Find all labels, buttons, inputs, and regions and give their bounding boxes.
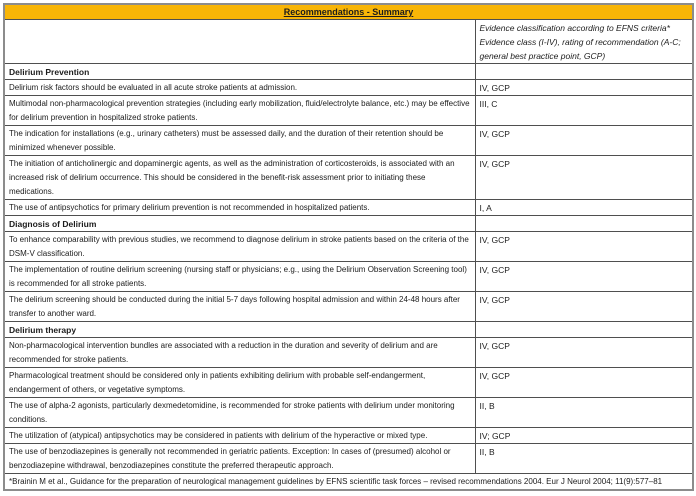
recommendation-row bbox=[4, 262, 693, 292]
footnote: *Brainin M et al., Guidance for the preparation of neurological management guidelines by EFNS scientific task forces – revised recommendations 2004. Eur J Neurol 2004; 11(9):577–81 bbox=[4, 474, 693, 491]
recommendation-text: Pharmacological treatment should be considered only in patients exhibiting delirium with probable self-endangerment, endangerment of others, or vegetative symptoms. bbox=[4, 368, 475, 398]
recommendation-text: The use of alpha-2 agonists, particularly dexmedetomidine, is recommended for stroke patients with delirium under monitoring conditions. bbox=[4, 398, 475, 428]
evidence-rating: IV, GCP bbox=[475, 126, 693, 156]
recommendation-text: Multimodal non-pharmacological prevention strategies (including early mobilization, fluid/electrolyte balance, etc.) may be effective for delirium prevention in hospitalized stroke patients. bbox=[4, 96, 475, 126]
recommendation-text: The utilization of (atypical) antipsychotics may be considered in patients with delirium of the hyperactive or mixed type. bbox=[4, 428, 475, 444]
table-head-rows bbox=[4, 4, 693, 64]
recommendation-row bbox=[4, 232, 693, 262]
recommendation-row bbox=[4, 292, 693, 322]
evidence-header-empty-cell bbox=[4, 20, 475, 64]
recommendation-row bbox=[4, 80, 693, 96]
recommendation-text: The implementation of routine delirium screening (nursing staff or physicians; e.g., using the Delirium Observation Screening tool) is recommended for all stroke patients. bbox=[4, 262, 475, 292]
evidence-rating: IV, GCP bbox=[475, 292, 693, 322]
evidence-rating: I, A bbox=[475, 200, 693, 216]
recommendation-row bbox=[4, 200, 693, 216]
recommendation-row bbox=[4, 96, 693, 126]
section-evidence-empty-cell bbox=[475, 322, 693, 338]
evidence-rating: II, B bbox=[475, 444, 693, 474]
section-heading-row bbox=[4, 64, 693, 80]
recommendation-text: The delirium screening should be conducted during the initial 5-7 days following hospital admission and within 24-48 hours after transfer to another ward. bbox=[4, 292, 475, 322]
table-foot-rows bbox=[4, 474, 693, 491]
evidence-header-line-1: Evidence classification according to EFNS criteria* bbox=[479, 23, 670, 33]
recommendation-text: The indication for installations (e.g., urinary catheters) must be assessed daily, and the duration of their retention should be minimized whenever possible. bbox=[4, 126, 475, 156]
recommendation-text: The initiation of anticholinergic and dopaminergic agents, as well as the administration of corticosteroids, is associated with an increased risk of delirium occurrence. This should be considered in the benefit-risk assessment prior to initiating these medications. bbox=[4, 156, 475, 200]
recommendation-text: To enhance comparability with previous studies, we recommend to diagnose delirium in stroke patients based on the criteria of the DSM-V classification. bbox=[4, 232, 475, 262]
section-evidence-empty-cell bbox=[475, 64, 693, 80]
table-body-rows bbox=[4, 64, 693, 474]
evidence-rating: II, B bbox=[475, 398, 693, 428]
table-title-row bbox=[4, 4, 693, 20]
recommendation-row bbox=[4, 338, 693, 368]
evidence-header-cell bbox=[475, 20, 693, 64]
evidence-rating: III, C bbox=[475, 96, 693, 126]
evidence-rating: IV, GCP bbox=[475, 232, 693, 262]
evidence-rating: IV, GCP bbox=[475, 338, 693, 368]
recommendation-text: Non-pharmacological intervention bundles are associated with a reduction in the duration and severity of delirium and are recommended for stroke patients. bbox=[4, 338, 475, 368]
recommendation-row bbox=[4, 428, 693, 444]
footnote-row bbox=[4, 474, 693, 491]
recommendation-row bbox=[4, 156, 693, 200]
recommendation-row bbox=[4, 126, 693, 156]
section-heading-row bbox=[4, 216, 693, 232]
recommendation-row bbox=[4, 444, 693, 474]
recommendations-table bbox=[3, 3, 694, 491]
section-heading: Delirium therapy bbox=[4, 322, 475, 338]
evidence-rating: IV, GCP bbox=[475, 368, 693, 398]
evidence-rating: IV; GCP bbox=[475, 428, 693, 444]
recommendation-row bbox=[4, 398, 693, 428]
table-title bbox=[4, 4, 693, 20]
evidence-rating: IV, GCP bbox=[475, 156, 693, 200]
evidence-header-line-2: Evidence class (I-IV), rating of recommendation (A-C; bbox=[479, 37, 681, 47]
recommendation-text: The use of antipsychotics for primary delirium prevention is not recommended in hospitalized patients. bbox=[4, 200, 475, 216]
evidence-header-line-3: general best practice point, GCP) bbox=[479, 51, 606, 61]
recommendation-row bbox=[4, 368, 693, 398]
section-evidence-empty-cell bbox=[475, 216, 693, 232]
section-heading: Diagnosis of Delirium bbox=[4, 216, 475, 232]
section-heading-row bbox=[4, 322, 693, 338]
recommendation-text: Delirium risk factors should be evaluated in all acute stroke patients at admission. bbox=[4, 80, 475, 96]
table-title-text: Recommendations - Summary bbox=[283, 7, 414, 17]
recommendation-text: The use of benzodiazepines is generally not recommended in geriatric patients. Exception: In cases of (presumed) alcohol or benzodiazepine withdrawal, benzodiazepines constitute the preferred therapeutic approach. bbox=[4, 444, 475, 474]
evidence-header-row bbox=[4, 20, 693, 64]
evidence-rating: IV, GCP bbox=[475, 262, 693, 292]
evidence-rating: IV, GCP bbox=[475, 80, 693, 96]
section-heading: Delirium Prevention bbox=[4, 64, 475, 80]
